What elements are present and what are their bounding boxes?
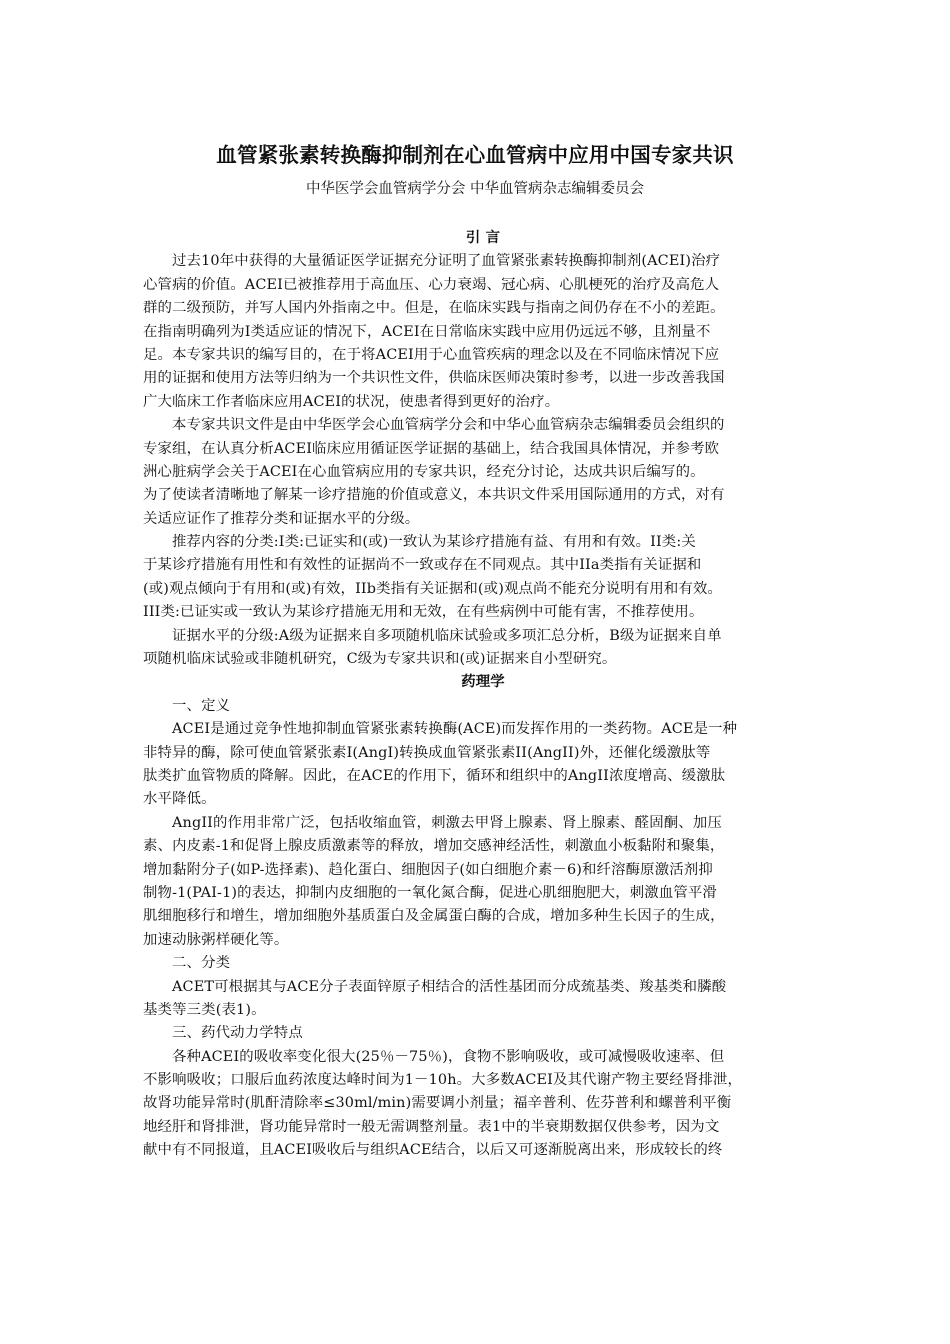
paragraph-line: 过去10年中获得的大量循证医学证据充分证明了血管紧张素转换酶抑制剂(ACEI)治疗: [172, 253, 721, 270]
paragraph-line: 专家组，在认真分析ACEI临床应用循证医学证据的基础上，结合我国具体情况，并参考欧: [143, 440, 720, 457]
paragraph-line: 不影响吸收；口服后血药浓度达峰时间为1－10h。大多数ACEI及其代谢产物主要经肾排泄，: [143, 1072, 742, 1089]
paragraph-line: 肌细胞移行和增生，增加细胞外基质蛋白及金属蛋白酶的合成，增加多种生长因子的生成，: [143, 908, 725, 925]
paragraph-line: 在指南明确列为I类适应证的情况下，ACEI在日常临床实践中应用仍远远不够，且剂量不: [143, 323, 711, 340]
paragraph-line: 于某诊疗措施有用性和有效性的证据尚不一致或存在不同观点。其中IIa类指有关证据和: [143, 557, 702, 574]
paragraph-line: 素、内皮素-1和促肾上腺皮质激素等的释放，增加交感神经活性，刺激血小板黏附和聚集，: [143, 838, 725, 855]
document-title: 血管紧张素转换酶抑制剂在心血管病中应用中国专家共识: [216, 143, 734, 167]
paragraph-line: III类:已证实或一致认为某诊疗措施无用和无效，在有些病例中可能有害，不推荐使用。: [143, 604, 704, 621]
paragraph-line: ACET可根据其与ACE分子表面锌原子相结合的活性基团而分成巯基类、羧基类和膦酸: [172, 978, 727, 995]
paragraph-line: ACEI是通过竞争性地抑制血管紧张素转换酶(ACE)而发挥作用的一类药物。ACE是一种: [172, 721, 738, 738]
paragraph-line: 用的证据和使用方法等归纳为一个共识性文件，供临床医师决策时参考，以进一步改善我国: [143, 370, 725, 387]
section-heading-pharmacology: 药理学: [461, 674, 505, 691]
paragraph-line: 广大临床工作者临床应用ACEI的状况，使患者得到更好的治疗。: [143, 393, 560, 410]
paragraph-line: 增加黏附分子(如P-选择素)、趋化蛋白、细胞因子(如白细胞介素－6)和纤溶酶原激活剂抑: [143, 861, 713, 878]
subsection-heading: 一、定义: [172, 697, 231, 714]
paragraph-line: 各种ACEI的吸收率变化很大(25％－75％)，食物不影响吸收，或可减慢吸收速率、但: [172, 1048, 725, 1065]
document-body: [143, 227, 823, 1163]
paragraph-line: 故肾功能异常时(肌酐清除率≤30ml/min)需要调小剂量；福辛普利、佐芬普利和螺普利平衡: [143, 1095, 732, 1112]
paragraph-line: 为了使读者清晰地了解某一诊疗措施的价值或意义，本共识文件采用国际通用的方式，对有: [143, 487, 725, 504]
paragraph-line: 本专家共识文件是由中华医学会心血管病学分会和中华心血管病杂志编辑委员会组织的: [172, 417, 725, 434]
paragraph-line: (或)观点倾向于有用和(或)有效，IIb类指有关证据和(或)观点尚不能充分说明有用和有效。: [143, 580, 723, 597]
paragraph-line: 群的二级预防，并写人国内外指南之中。但是，在临床实践与指南之间仍存在不小的差距。: [143, 300, 725, 317]
paragraph-line: 心管病的价值。ACEI已被推荐用于高血压、心力衰竭、冠心病、心肌梗死的治疗及高危人: [143, 276, 720, 293]
paragraph-line: 关适应证作了推荐分类和证据水平的分级。: [143, 510, 420, 527]
paragraph-line: 项随机临床试验或非随机研究，C级为专家共识和(或)证据来自小型研究。: [143, 651, 617, 668]
subsection-heading: 三、药代动力学特点: [172, 1025, 303, 1042]
paragraph-line: 制物-1(PAI-1)的表达，抑制内皮细胞的一氧化氮合酶，促进心肌细胞肥大，刺激血管平滑: [143, 884, 717, 901]
paragraph-line: 证据水平的分级:A级为证据来自多项随机临床试验或多项汇总分析，B级为证据来自单: [172, 627, 722, 644]
paragraph-line: 献中有不同报道，且ACEI吸收后与组织ACE结合，以后又可逐渐脱离出来，形成较长的终: [143, 1142, 723, 1159]
paragraph-line: 地经肝和肾排泄，肾功能异常时一般无需调整剂量。表1中的半衰期数据仅供参考，因为文: [143, 1118, 720, 1135]
paragraph-line: 加速动脉粥样硬化等。: [143, 931, 289, 948]
paragraph-line: 洲心脏病学会关于ACEI在心血管病应用的专家共识，经充分讨论，达成共识后编写的。: [143, 463, 705, 480]
document-authors: 中华医学会血管病学分会 中华血管病杂志编辑委员会: [305, 181, 645, 197]
subsection-heading: 二、分类: [172, 955, 231, 972]
paragraph-line: 水平降低。: [143, 791, 216, 808]
paragraph-line: 肽类扩血管物质的降解。因此，在ACE的作用下，循环和组织中的AngII浓度增高、缓激肽: [143, 767, 726, 784]
paragraph-line: 非特异的酶，除可使血管紧张素I(AngI)转换成血管紧张素II(AngII)外，还催化缓激肽等: [143, 744, 711, 761]
paragraph-line: 推荐内容的分类:I类:已证实和(或)一致认为某诊疗措施有益、有用和有效。II类:关: [172, 534, 696, 551]
section-heading-introduction: 引 言: [465, 230, 501, 246]
paragraph-line: 足。本专家共识的编写目的，在于将ACEI用于心血管疾病的理念以及在不同临床情况下应: [143, 346, 720, 363]
paragraph-line: AngII的作用非常广泛，包括收缩血管，刺激去甲肾上腺素、肾上腺素、醛固酮、加压: [172, 814, 722, 831]
paragraph-line: 基类等三类(表1)。: [143, 1001, 266, 1018]
